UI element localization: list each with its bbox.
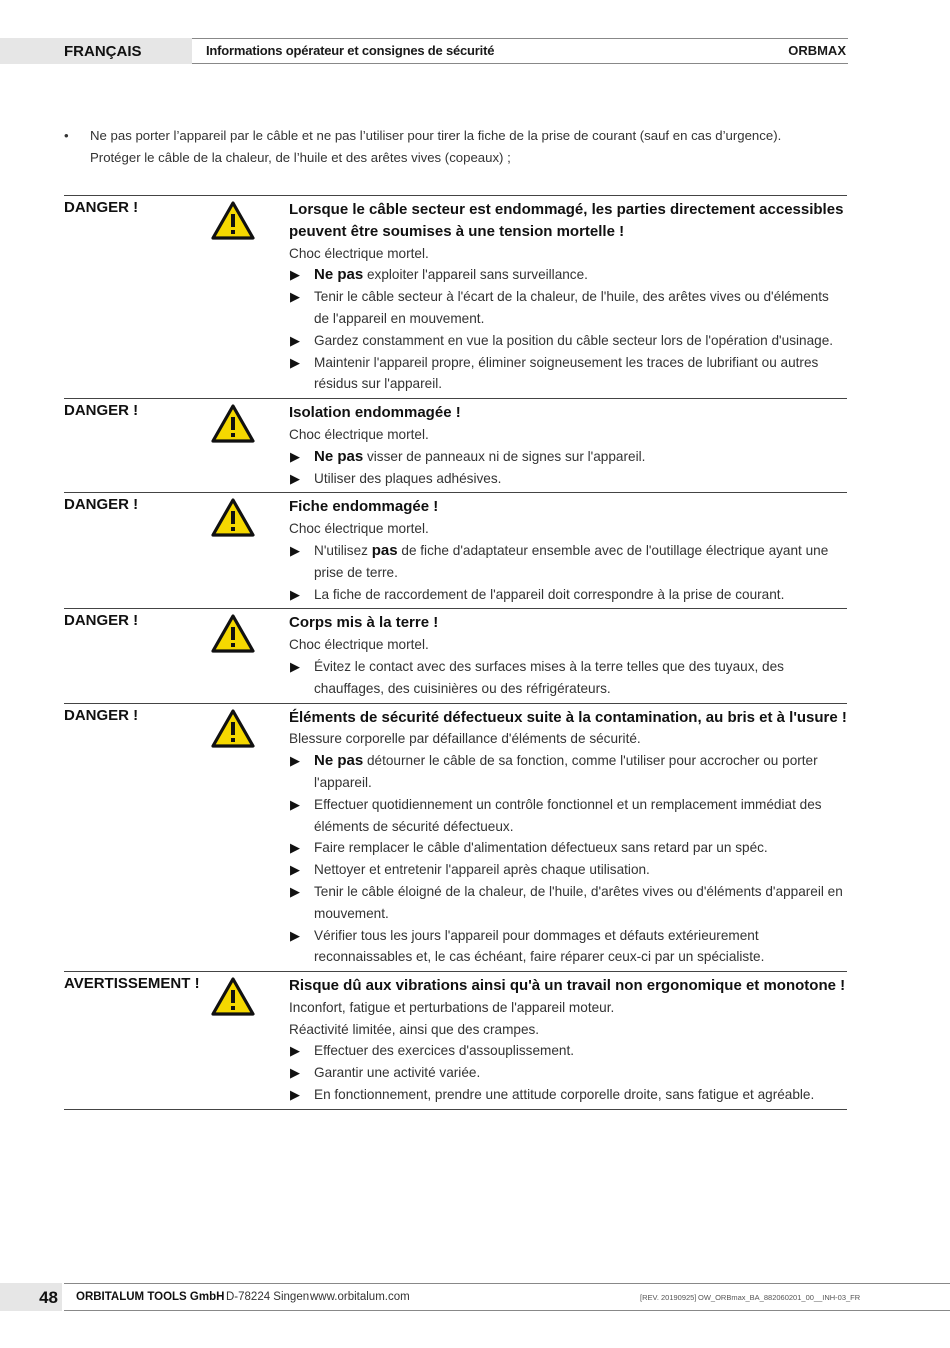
safety-row bbox=[64, 609, 847, 703]
measure-text: La fiche de raccordement de l'appareil doit correspondre à la prise de courant. bbox=[314, 586, 785, 602]
measure-item bbox=[289, 352, 847, 396]
arrow-right-icon: ▶ bbox=[290, 586, 300, 602]
hazard-title: Éléments de sécurité défectueux suite à la contamination, au bris et à l'usure ! bbox=[289, 708, 847, 726]
footer-document-id: OW_ORBmax_BA_882060201_00__INH-03_FR bbox=[698, 1293, 861, 1302]
signal-word: DANGER ! bbox=[64, 402, 139, 420]
arrow-right-icon: ▶ bbox=[290, 840, 300, 856]
measure-item bbox=[289, 794, 847, 838]
measure-emphasis: Ne pas bbox=[314, 447, 364, 465]
signal-word: AVERTISSEMENT ! bbox=[64, 975, 200, 993]
arrow-right-icon: ▶ bbox=[290, 470, 300, 486]
hazard-title: Fiche endommagée ! bbox=[289, 498, 439, 516]
hazard-title: Lorsque le câble secteur est endommagé, les parties directement accessibles peuvent être soumises à une tension mortelle ! bbox=[289, 201, 844, 240]
safety-row bbox=[64, 493, 847, 609]
hazard-content bbox=[289, 972, 847, 1109]
measure-text: En fonctionnement, prendre une attitude corporelle droite, sans fatigue et agréable. bbox=[314, 1087, 815, 1103]
arrow-right-icon: ▶ bbox=[290, 289, 300, 305]
arrow-right-icon: ▶ bbox=[290, 658, 300, 674]
measure-text: Utiliser des plaques adhésives. bbox=[314, 470, 502, 486]
header-bar bbox=[192, 38, 848, 64]
warning-triangle-icon bbox=[211, 404, 255, 444]
footer-website: www.orbitalum.com bbox=[310, 1291, 410, 1303]
measure-text: Gardez constamment en vue la position du câble secteur lors de l'opération d'usinage. bbox=[314, 332, 834, 348]
footer-bar bbox=[64, 1283, 950, 1311]
measure-item bbox=[289, 656, 847, 700]
bullet-marker: • bbox=[64, 128, 69, 143]
arrow-right-icon: ▶ bbox=[290, 332, 300, 348]
safety-table bbox=[64, 195, 847, 1110]
arrow-right-icon: ▶ bbox=[290, 542, 300, 558]
measure-item bbox=[289, 540, 847, 584]
measure-item bbox=[289, 468, 847, 490]
header-language: FRANÇAIS bbox=[0, 38, 192, 64]
hazard-title: Corps mis à la terre ! bbox=[289, 614, 439, 632]
hazard-content bbox=[289, 493, 847, 608]
page-number: 48 bbox=[0, 1283, 62, 1311]
hazard-consequence: Inconfort, fatigue et perturbations de l'appareil moteur. bbox=[289, 999, 615, 1015]
hazard-title: Risque dû aux vibrations ainsi qu'à un travail non ergonomique et monotone ! bbox=[289, 977, 846, 995]
footer-address: D-78224 Singen bbox=[226, 1291, 310, 1303]
warning-triangle-icon bbox=[211, 709, 255, 749]
warning-triangle-icon bbox=[211, 977, 255, 1017]
measure-item bbox=[289, 584, 847, 606]
measure-emphasis: Ne pas bbox=[314, 266, 364, 284]
arrow-right-icon: ▶ bbox=[290, 448, 300, 464]
arrow-right-icon: ▶ bbox=[290, 862, 300, 878]
measure-item bbox=[289, 330, 847, 352]
safety-row bbox=[64, 399, 847, 493]
warning-triangle-icon bbox=[211, 201, 255, 241]
measure-item bbox=[289, 286, 847, 330]
measure-item bbox=[289, 264, 847, 286]
safety-row bbox=[64, 972, 847, 1110]
measure-text: exploiter l'appareil sans surveillance. bbox=[363, 267, 588, 283]
measure-item bbox=[289, 1040, 847, 1062]
measure-item bbox=[289, 881, 847, 925]
arrow-right-icon: ▶ bbox=[290, 354, 300, 370]
hazard-consequence: Choc électrique mortel. bbox=[289, 637, 429, 653]
measure-item bbox=[289, 1084, 847, 1106]
measure-text: Maintenir l'appareil propre, éliminer soigneusement les traces de lubrifiant ou autres résidus sur l'appareil. bbox=[314, 354, 819, 392]
measure-text: Tenir le câble éloigné de la chaleur, de l'huile, d'arêtes vives ou d'éléments d'appareil en mouvement. bbox=[314, 883, 843, 921]
measure-item bbox=[289, 446, 847, 468]
measure-text: Vérifier tous les jours l'appareil pour dommages et défauts extérieurement reconnaissables et, le cas échéant, faire réparer ceux-ci par un spécialiste. bbox=[314, 927, 765, 965]
header-title: Informations opérateur et consignes de sécurité bbox=[206, 43, 495, 58]
warning-triangle-icon bbox=[211, 614, 255, 654]
measure-text: Faire remplacer le câble d'alimentation défectueux sans retard par un spéc. bbox=[314, 840, 768, 856]
measure-item bbox=[289, 859, 847, 881]
arrow-right-icon: ▶ bbox=[290, 927, 300, 943]
hazard-consequence: Blessure corporelle par défaillance d'éléments de sécurité. bbox=[289, 731, 641, 747]
measure-text: visser de panneaux ni de signes sur l'appareil. bbox=[363, 448, 646, 464]
signal-word: DANGER ! bbox=[64, 199, 139, 216]
intro-line: Protéger le câble de la chaleur, de l’huile et des arêtes vives (copeaux) ; bbox=[90, 150, 511, 165]
measure-text: de fiche d'adaptateur ensemble avec de l'outillage électrique ayant une prise de terre. bbox=[314, 542, 829, 580]
arrow-right-icon: ▶ bbox=[290, 796, 300, 812]
measure-item bbox=[289, 925, 847, 969]
measure-item bbox=[289, 750, 847, 794]
hazard-consequence: Choc électrique mortel. bbox=[289, 426, 429, 442]
intro-line: Ne pas porter l’appareil par le câble et ne pas l’utiliser pour tirer la fiche de la prise de courant (sauf en cas d’urgence). bbox=[90, 128, 782, 143]
hazard-content bbox=[289, 399, 847, 492]
signal-word: DANGER ! bbox=[64, 612, 139, 630]
measure-text: Évitez le contact avec des surfaces mises à la terre telles que des tuyaux, des chauffages, des cuisinières ou des réfrigérateurs. bbox=[314, 658, 784, 696]
hazard-content bbox=[289, 196, 847, 398]
footer-company: ORBITALUM TOOLS GmbH bbox=[76, 1291, 225, 1303]
measure-text: Effectuer quotidiennement un contrôle fonctionnel et un remplacement immédiat des éléments de sécurité défectueux. bbox=[314, 796, 822, 834]
signal-word: DANGER ! bbox=[64, 496, 139, 514]
arrow-right-icon: ▶ bbox=[290, 883, 300, 899]
measure-item bbox=[289, 1062, 847, 1084]
footer-revision: [REV. 20190925] bbox=[640, 1293, 697, 1302]
arrow-right-icon: ▶ bbox=[290, 1065, 300, 1081]
hazard-content bbox=[289, 609, 847, 702]
warning-triangle-icon bbox=[211, 498, 255, 538]
measure-text: Garantir une activité variée. bbox=[314, 1065, 481, 1081]
measure-emphasis: Ne pas bbox=[314, 752, 364, 770]
measure-item bbox=[289, 837, 847, 859]
safety-row bbox=[64, 704, 847, 973]
measure-text-pre: N'utilisez bbox=[314, 542, 372, 558]
measure-text: détourner le câble de sa fonction, comme l'utiliser pour accrocher ou porter l'appareil. bbox=[314, 753, 818, 790]
safety-row bbox=[64, 196, 847, 399]
hazard-consequence: Choc électrique mortel. bbox=[289, 521, 429, 537]
measure-text: Effectuer des exercices d'assouplissement. bbox=[314, 1043, 575, 1059]
measure-text: Nettoyer et entretenir l'appareil après chaque utilisation. bbox=[314, 862, 650, 878]
hazard-content bbox=[289, 704, 847, 972]
signal-word: DANGER ! bbox=[64, 706, 139, 724]
hazard-title: Isolation endommagée ! bbox=[289, 404, 461, 422]
measure-emphasis: pas bbox=[371, 541, 398, 559]
intro-bullet-item bbox=[64, 125, 854, 169]
hazard-consequence: Réactivité limitée, ainsi que des crampes. bbox=[289, 1021, 540, 1037]
arrow-right-icon: ▶ bbox=[290, 1087, 300, 1103]
arrow-right-icon: ▶ bbox=[290, 267, 300, 283]
arrow-right-icon: ▶ bbox=[290, 1043, 300, 1059]
arrow-right-icon: ▶ bbox=[290, 753, 300, 769]
measure-text: Tenir le câble secteur à l'écart de la chaleur, de l'huile, des arêtes vives ou d'éléments de l'appareil en mouvement. bbox=[314, 289, 829, 326]
header-product: ORBMAX bbox=[788, 43, 846, 58]
hazard-consequence: Choc électrique mortel. bbox=[289, 245, 429, 261]
